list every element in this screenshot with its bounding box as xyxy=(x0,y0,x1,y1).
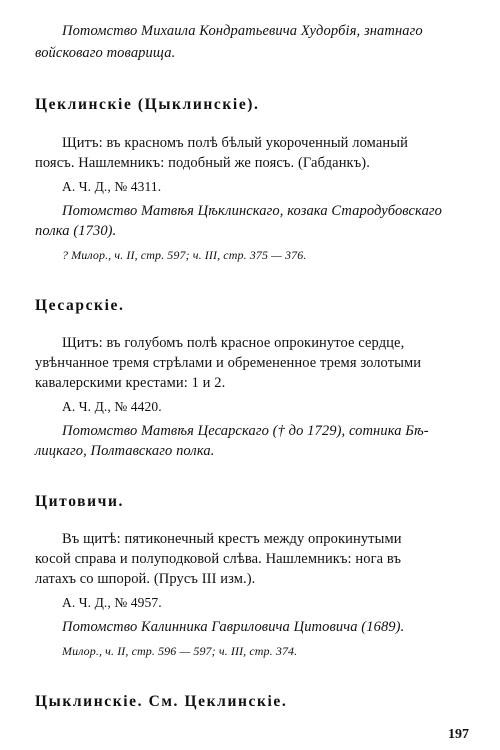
entry-text-line: поясъ. Нашлемникъ: подобный же поясъ. (Габданкъ). xyxy=(35,155,370,171)
archive-reference: А. Ч. Д., № 4420. xyxy=(62,399,162,414)
entry-text-line: кавалерскими крестами: 1 и 2. xyxy=(35,375,226,391)
source-citation: ? Милор., ч. II, стр. 597; ч. III, стр. 375 — 376. xyxy=(62,248,307,262)
lineage-line: Потомство Матвѣя Цесарскаго († до 1729), сотника Бѣ- xyxy=(62,423,429,439)
entry-text-line: Въ щитѣ: пятиконечный крестъ между опрокинутыми xyxy=(62,531,402,547)
archive-reference: А. Ч. Д., № 4311. xyxy=(62,179,162,194)
entry-heading: Цесарскіе. xyxy=(35,297,125,314)
archive-reference: А. Ч. Д., № 4957. xyxy=(62,595,162,610)
entry-heading: Цитовичи. xyxy=(35,493,125,510)
source-citation: Милор., ч. II, стр. 596 — 597; ч. III, стр. 374. xyxy=(62,644,298,658)
entry-text-line: косой справа и полуподковой слѣва. Нашлемникъ: нога въ xyxy=(35,551,402,567)
lineage-line: полка (1730). xyxy=(35,223,117,239)
intro-line-2: войсковаго товарища. xyxy=(35,45,176,61)
lineage-line: Потомство Матвѣя Цѣклинскаго, козака Стародубовскаго xyxy=(62,203,443,219)
entry-text-line: увѣнчанное тремя стрѣлами и обремененное тремя золотыми xyxy=(35,355,422,371)
entry-heading: Цыклинскіе. См. Цеклинскіе. xyxy=(35,693,288,710)
lineage-line: Потомство Калинника Гавриловича Цитовича (1689). xyxy=(62,619,405,635)
entry-heading: Цеклинскіе (Цыклинскіе). xyxy=(35,96,260,113)
intro-line-1: Потомство Михаила Кондратьевича Худорбія, знатнаго xyxy=(62,23,423,39)
entry-text-line: латахъ со шпорой. (Прусъ III изм.). xyxy=(35,571,256,587)
page-number: 197 xyxy=(448,727,469,742)
entry-text-line: Щитъ: въ голубомъ полѣ красное опрокинутое сердце, xyxy=(62,335,405,351)
lineage-line: лицкаго, Полтавскаго полка. xyxy=(35,443,215,459)
entry-text-line: Щитъ: въ красномъ полѣ бѣлый укороченный ломаный xyxy=(62,135,408,151)
